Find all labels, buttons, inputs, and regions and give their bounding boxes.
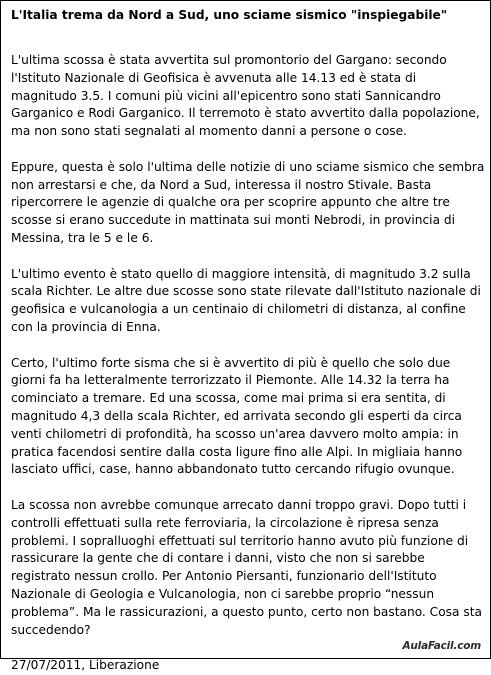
article-paragraph: Eppure, questa è solo l'ultima delle notizie di uno sciame sismico che sembra non arrestarsi e che, da Nord a Sud, interessa il nostro Stivale. Basta ripercorrere le agenzie di qualche ora per scoprire appunto che altre tre scosse si erano succedute in mattinata sui monti Nebrodi, in provincia di Messina, tra le 5 e le 6. (11, 159, 485, 245)
article-paragraph: Certo, l'ultimo forte sisma che si è avvertito di più è quello che solo due giorni fa ha letteralmente terrorizzato il Piemonte. Alle 14.32 la terra ha cominciato a tremare. Ed una scossa, come mai prima si era sentita, di magnitudo 4,3 della scala Richter, ed arrivata secondo gli esperti da circa venti chilometri di profondità, ha scosso un'area davvero molto ampia: in pratica facendosi sentire dalla costa ligure fino alle Alpi. In migliaia hanno lasciato uffici, case, hanno abbandonato tutto cercando rifugio ovunque. (11, 355, 463, 477)
logo-text: AulaFacil.com (402, 640, 481, 652)
article-body (11, 52, 485, 675)
article-paragraph: La scossa non avrebbe comunque arrecato danni troppo gravi. Dopo tutti i controlli effettuati sulla rete ferroviaria, la circolazione è ripresa senza problemi. I sopralluoghi effettuati sul territorio hanno avuto più funzione di rassicurare la gente che di contare i danni, visto che non si sarebbe registrato nessun crollo. Per Antonio Piersanti, funzionario dell'Istituto Nazionale di Geologia e Vulcanologia, non ci sarebbe proprio “nessun problema”. Ma le rassicurazioni, a questo punto, certo non bastano. Cosa sta succedendo? (11, 497, 482, 637)
article-paragraph: L'ultimo evento è stato quello di maggiore intensità, di magnitudo 3.2 sulla scala Richter. Le altre due scosse sono state rilevate dall'Istituto nazionale di geofisica e vulcanologia a un centinaio di chilometri di distanza, al confine con la provincia di Enna. (11, 266, 481, 334)
article-title: L'Italia trema da Nord a Sud, uno sciame sismico "inspiegabile" (11, 8, 448, 22)
aulafacil-logo (402, 640, 481, 652)
article-paragraph: L'ultima scossa è stata avvertita sul promontorio del Gargano: secondo l'Istituto Nazionale di Geofisica è avvenuta alle 14.13 ed è stata di magnitudo 3.5. I comuni più vicini all'epicentro sono stati Sannicandro Garganico e Rodi Garganico. Il terremoto è stato avvertito dalla popolazione, ma non sono stati segnalati al momento danni a persone o cose. (11, 53, 480, 139)
article-source-line: 27/07/2011, Liberazione (11, 658, 160, 673)
